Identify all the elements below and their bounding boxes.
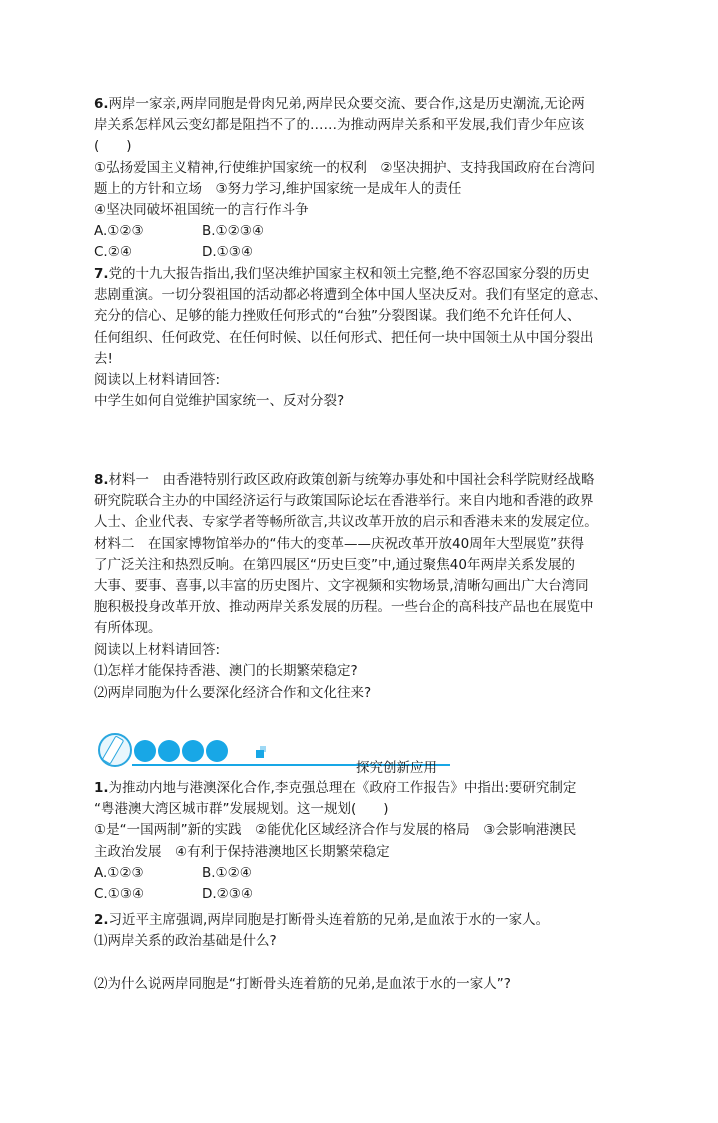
material-text: 材料一 由香港特别行政区政府政策创新与统筹办事处和中国社会科学院财经战略 (108, 472, 595, 488)
prompt: 阅读以上材料请回答: (94, 641, 221, 658)
material-text: 材料二 在国家博物馆举办的“伟大的变革——庆祝改革开放40周年大型展览”获得 (94, 535, 585, 552)
exploration-question-2 (94, 910, 634, 952)
question-text: 任何组织、任何政党、在任何时候、以任何形式、把任何一块中国领土从中国分裂出 (94, 329, 594, 346)
option-b[interactable]: B.①②④ (202, 864, 252, 881)
choice-statement: ①弘扬爱国主义精神,行使维护国家统一的权利 ②坚决拥护、支持我国政府在台湾问 (94, 159, 595, 176)
question-text: 党的十九大报告指出,我们坚决维护国家主权和领土完整,绝不容忍国家分裂的历史 (108, 266, 590, 282)
material-text: 胞积极投身改革开放、推动两岸关系发展的历程。一些台企的高科技产品也在展览中 (94, 599, 594, 616)
question-text: “粤港澳大湾区城市群”发展规划。这一规划( ) (94, 801, 389, 818)
question-text: 两岸一家亲,两岸同胞是骨肉兄弟,两岸民众要交流、要合作,这是历史潮流,无论两 (108, 96, 585, 112)
option-row (94, 221, 634, 242)
question-text: 去! (94, 350, 113, 367)
section-title: 探究创新应用 (356, 760, 437, 776)
sub-question: ⑵为什么说两岸同胞是“打断骨头连着筋的兄弟,是血浓于水的一家人”? (94, 976, 511, 992)
material-text: 研究院联合主办的中国经济运行与政策国际论坛在香港举行。来自内地和香港的政界 (94, 493, 594, 510)
question-text: 习近平主席强调,两岸同胞是打断骨头连着筋的兄弟,是血浓于水的一家人。 (108, 912, 550, 928)
option-b[interactable]: B.①②③④ (202, 223, 264, 240)
material-text: 了广泛关注和热烈反响。在第四展区“历史巨变”中,通过聚焦40年两岸关系发展的 (94, 556, 575, 573)
choice-statement: ①是“一国两制”新的实践 ②能优化区域经济合作与发展的格局 ③会影响港澳民 (94, 822, 577, 839)
answer-bracket: ( ) (94, 138, 132, 155)
decor-dot (182, 740, 204, 762)
material-text: 大事、要事、喜事,以丰富的历史图片、文字视频和实物场景,清晰勾画出广大台湾同 (94, 578, 589, 595)
option-d[interactable]: D.②③④ (202, 886, 253, 902)
prompt: 阅读以上材料请回答: (94, 372, 221, 389)
question-text: 岸关系怎样风云变幻都是阻挡不了的……为推动两岸关系和平发展,我们青少年应该 (94, 117, 585, 134)
question-number: 6. (94, 96, 109, 112)
sub-question: 中学生如何自觉维护国家统一、反对分裂? (94, 393, 345, 410)
section-banner (94, 733, 634, 776)
question-number: 7. (94, 266, 109, 282)
question-text: 为推动内地与港澳深化合作,李克强总理在《政府工作报告》中指出:要研究制定 (108, 780, 577, 796)
option-row (94, 884, 634, 905)
option-d[interactable]: D.①③④ (202, 244, 253, 261)
option-a[interactable]: A.①②③ (94, 223, 144, 240)
exploration-question-1 (94, 778, 634, 905)
option-a[interactable]: A.①②③ (94, 864, 144, 881)
question-7 (94, 264, 634, 412)
option-c[interactable]: C.①③④ (94, 886, 145, 902)
decor-square (256, 750, 264, 758)
decor-dot (206, 740, 228, 762)
choice-statement: 题上的方针和立场 ③努力学习,维护国家统一是成年人的责任 (94, 180, 462, 197)
decor-dot (134, 740, 156, 762)
option-row (94, 863, 634, 884)
question-number: 1. (94, 780, 109, 796)
question-6 (94, 94, 634, 264)
choice-statement: ④坚决同破坏祖国统一的言行作斗争 (94, 202, 309, 219)
sub-question: ⑴怎样才能保持香港、澳门的长期繁荣稳定? (94, 662, 358, 679)
decor-dot (158, 740, 180, 762)
material-text: 有所体现。 (94, 620, 162, 637)
material-text: 人士、企业代表、专家学者等畅所欲言,共议改革开放的启示和香港未来的发展定位。 (94, 514, 598, 531)
sub-question: ⑵两岸同胞为什么要深化经济合作和文化往来? (94, 685, 372, 701)
question-text: 充分的信心、足够的能力挫败任何形式的“台独”分裂图谋。我们绝不允许任何人、 (94, 308, 581, 325)
option-row (94, 242, 634, 263)
sub-question: ⑴两岸关系的政治基础是什么? (94, 933, 277, 950)
question-number: 2. (94, 912, 109, 928)
question-number: 8. (94, 472, 109, 488)
option-c[interactable]: C.②④ (94, 244, 132, 261)
choice-statement: 主政治发展 ④有利于保持港澳地区长期繁荣稳定 (94, 843, 390, 860)
question-text: 悲剧重演。一切分裂祖国的活动都必将遭到全体中国人坚决反对。我们有坚定的意志、 (94, 287, 607, 304)
question-8 (94, 470, 634, 682)
